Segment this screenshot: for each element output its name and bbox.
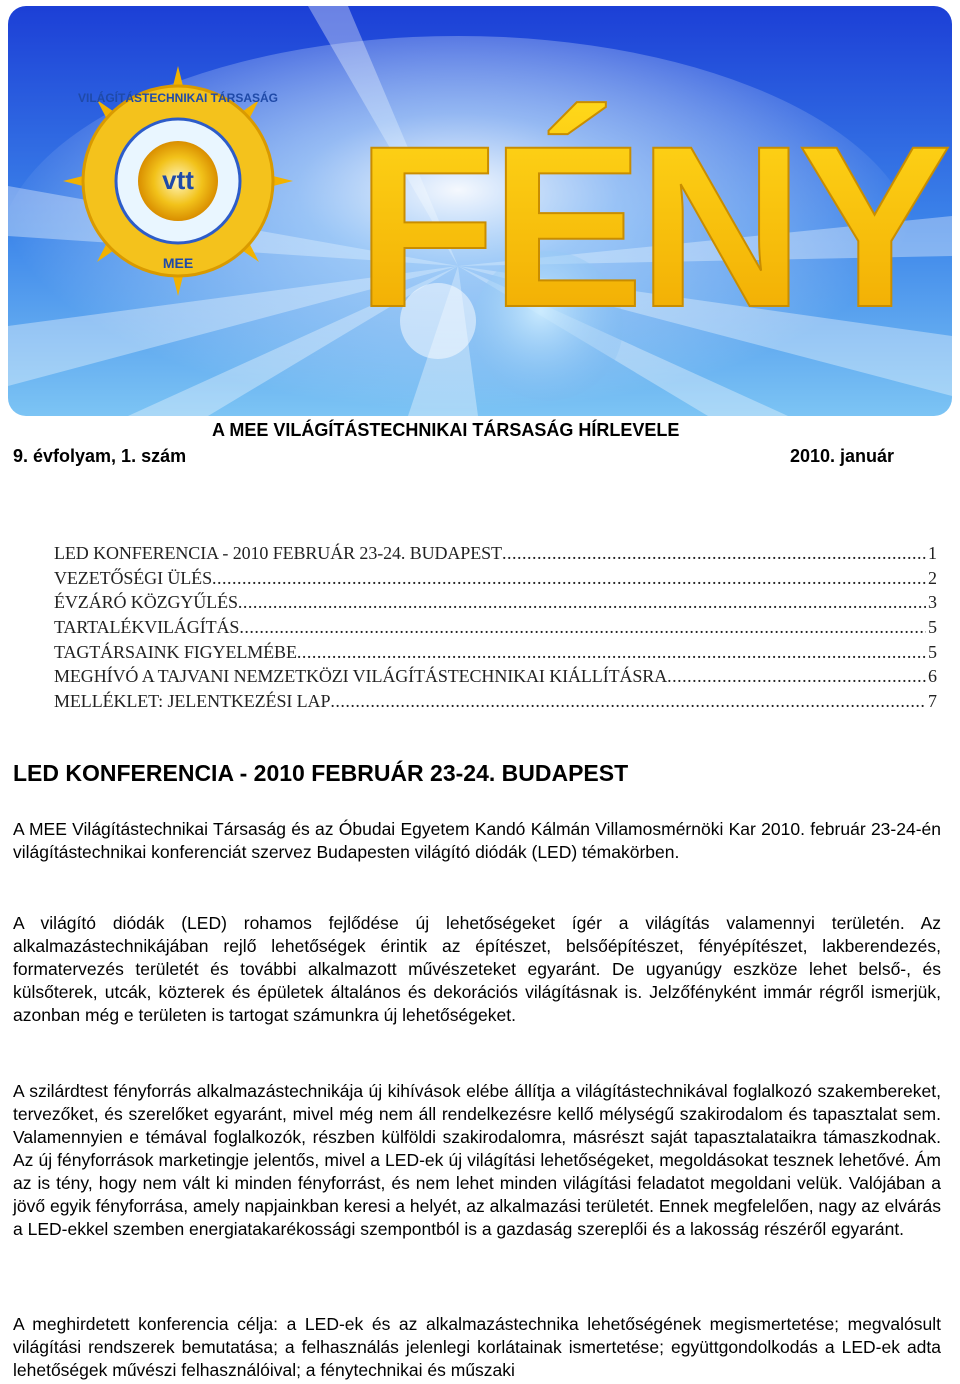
toc-entry-page: 5 xyxy=(928,617,937,638)
toc-entry-title: VEZETŐSÉGI ÜLÉS xyxy=(54,567,212,588)
toc-entry[interactable] xyxy=(54,691,937,716)
banner-artwork xyxy=(8,6,952,416)
toc-leader-dots xyxy=(239,617,926,638)
toc-leader-dots xyxy=(297,642,926,663)
toc-entry[interactable] xyxy=(54,568,937,593)
toc-entry-page: 5 xyxy=(928,641,937,662)
toc-entry-page: 6 xyxy=(928,666,937,687)
toc-entry-page: 2 xyxy=(928,567,937,588)
issue-date: 2010. január xyxy=(790,446,895,466)
toc-entry-title: MELLÉKLET: JELENTKEZÉSI LAP xyxy=(54,691,331,712)
article-paragraph: A szilárdtest fényforrás alkalmazástechnikája új kihívások elébe állítja a világítástechnikával foglalkozó szakembereket, tervezőket, és szerelőket egyaránt, mivel még nem áll rendelkezésre kellő mélységű szakirodalom és tapasztalat sem. Valamennyien e témával foglalkozók, részben külföldi szakirodalomra, másrészt saját tapasztalataikra támaszkodnak. Az új fényforrások marketingje jelentős, mivel a LED-ek új világítási lehetőségeket, megoldásokat tesznek lehetővé. Ám az is tény, hogy nem vált ki minden fényforrást, és nem lehet minden világítási feladatot megoldani velük. Valójában a jövő egyik fényforrása, amely napjainkban keresi a helyét, az alkalmazási területét. Ennek megfelelően, nagy az elvárás a LED-ekkel szemben energiatakarékossági szempontból is a gazdaság szereplői és a lakosság részéről egyaránt. xyxy=(13,1081,942,1239)
toc-entry-title: ÉVZÁRÓ KÖZGYŰLÉS xyxy=(54,592,238,613)
header-banner xyxy=(8,6,952,416)
toc-entry-title: TARTALÉKVILÁGÍTÁS xyxy=(54,617,240,638)
article-heading: LED KONFERENCIA - 2010 FEBRUÁR 23-24. BUDAPEST xyxy=(13,760,629,786)
toc-entry[interactable] xyxy=(54,666,937,691)
toc-entry[interactable] xyxy=(54,617,937,642)
toc-entry[interactable] xyxy=(54,543,937,568)
toc-leader-dots xyxy=(330,691,926,712)
toc-leader-dots xyxy=(212,568,926,589)
toc-entry-page: 3 xyxy=(928,592,937,613)
toc-entry-page: 1 xyxy=(928,543,937,563)
toc-entry[interactable] xyxy=(54,592,937,617)
issue-number: 9. évfolyam, 1. szám xyxy=(13,446,187,466)
toc-entry-page: 7 xyxy=(928,691,937,712)
vtt-logo-icon xyxy=(63,66,293,296)
article-paragraph: A világító diódák (LED) rohamos fejlődése új lehetőségeket ígér a világítás valamennyi területén. Az alkalmazástechnikájában rejlő lehetőségek érintik az építészet, belsőépítészet, fényépítészet, lakberendezés, formatervezés területét és további alkalmazott művészeteket egyaránt. De ugyanúgy eszköze lehet belső-, és külsőterek, utcák, közterek és épületek általános és dekorációs világításnak is. Jelzőfényként immár régről ismerjük, azonban még e területen is tartogat számunkra új lehetőségeket. xyxy=(13,913,941,1025)
toc-entry[interactable] xyxy=(54,642,937,667)
table-of-contents xyxy=(54,543,937,716)
toc-leader-dots xyxy=(667,666,926,687)
brand-title: FÉNY xyxy=(356,98,946,355)
article-paragraph: A meghirdetett konferencia célja: a LED-ek és az alkalmazástechnika lehetőségének megismertetése; megvalósult világítási rendszerek bemutatása; a felhasználás jelenlegi korlátainak ismertetése; együttgondolkodás a LED-ek adta lehetőségek művészi felhasználóival; a fénytechnikai és műszaki xyxy=(13,1314,941,1380)
toc-leader-dots xyxy=(238,592,926,613)
svg-text:vtt: vtt xyxy=(162,165,194,195)
svg-text:MEE: MEE xyxy=(162,255,194,271)
newsletter-title: A MEE VILÁGÍTÁSTECHNIKAI TÁRSASÁG HÍRLEVELE xyxy=(212,420,680,440)
toc-entry-title: LED KONFERENCIA - 2010 FEBRUÁR 23-24. BUDAPEST xyxy=(54,543,502,563)
article-paragraph: A MEE Világítástechnikai Társaság és az Óbudai Egyetem Kandó Kálmán Villamosmérnöki Kar 2010. február 23-24-én világítástechnikai konferenciát szervez Budapesten világító diódák (LED) témakörben. xyxy=(13,819,941,862)
toc-leader-dots xyxy=(502,543,926,564)
toc-entry-title: MEGHÍVÓ A TAJVANI NEMZETKÖZI VILÁGÍTÁSTECHNIKAI KIÁLLÍTÁSRA xyxy=(54,666,668,687)
toc-entry-title: TAGTÁRSAINK FIGYELMÉBE xyxy=(54,641,297,662)
svg-text:VILÁGÍTÁSTECHNIKAI TÁRSASÁG: VILÁGÍTÁSTECHNIKAI TÁRSASÁG xyxy=(77,91,279,105)
